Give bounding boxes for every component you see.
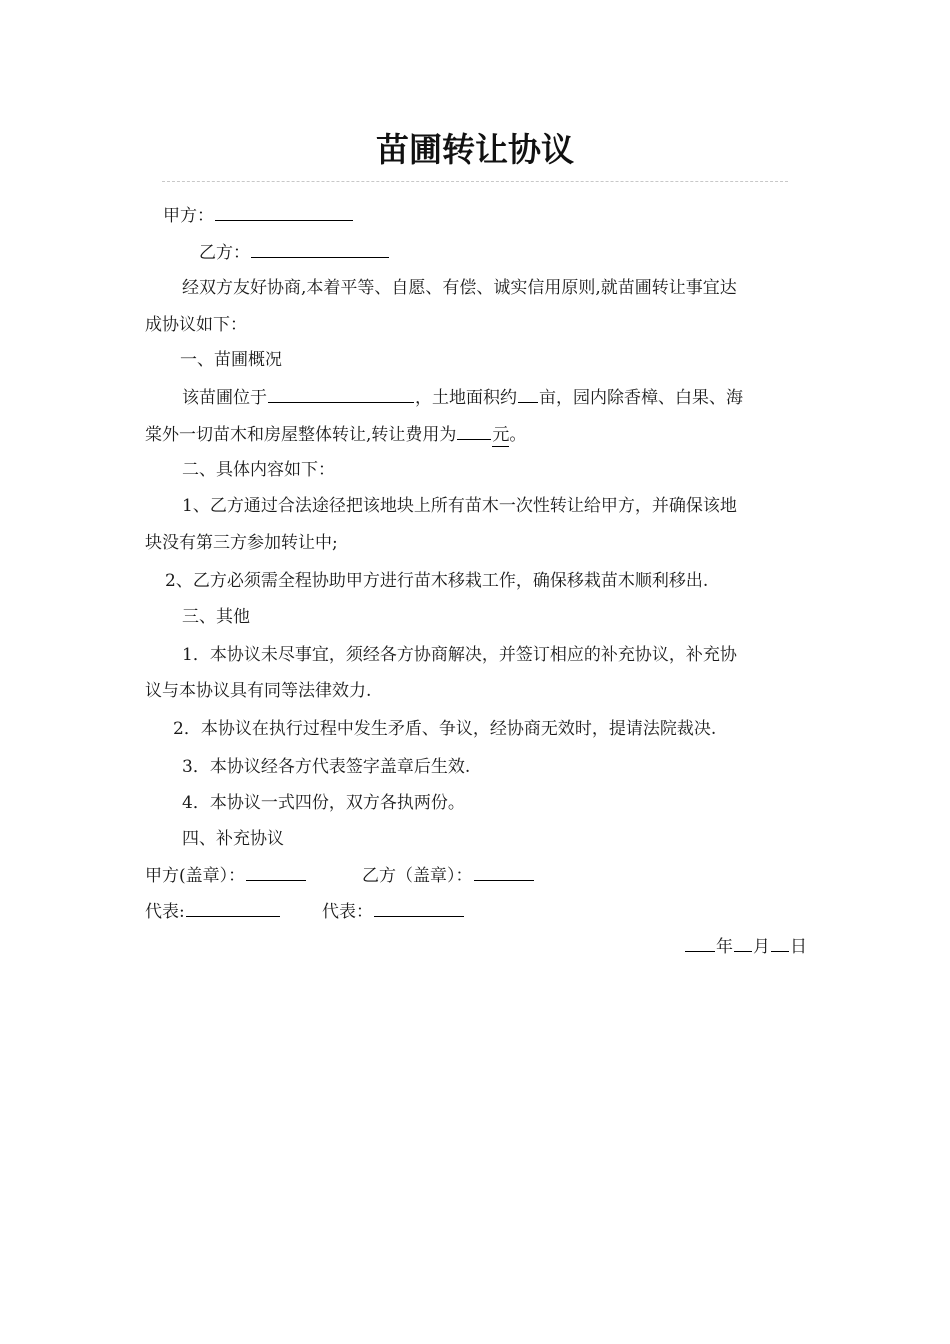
area-label: ，土地面积约 xyxy=(415,388,517,408)
rep-a-line xyxy=(145,900,281,923)
party-a-line xyxy=(163,204,354,227)
area-blank[interactable] xyxy=(518,386,538,403)
section-1-line-2 xyxy=(145,423,526,447)
section-2-heading: 二、具体内容如下： xyxy=(182,460,335,480)
fee-label: 棠外一切苗木和房屋整体转让,转让费用为 xyxy=(145,425,457,445)
date-line xyxy=(684,935,807,958)
rep-a-label: 代表: xyxy=(145,902,185,922)
year-blank[interactable] xyxy=(685,935,715,952)
sign-a-label: 甲方(盖章）： xyxy=(145,866,246,886)
month-label: 月 xyxy=(753,937,770,957)
year-label: 年 xyxy=(716,937,733,957)
rep-b-blank[interactable] xyxy=(374,900,464,917)
party-b-label: 乙方： xyxy=(199,243,250,263)
section-2-item-2: 2、乙方必须需全程协助甲方进行苗木移栽工作，确保移栽苗木顺利移出. xyxy=(165,571,709,591)
rep-a-blank[interactable] xyxy=(186,900,280,917)
section-3-heading: 三、其他 xyxy=(182,607,250,627)
exclusion-text: 亩，园内除香樟、白果、海 xyxy=(539,388,743,408)
fee-blank[interactable] xyxy=(457,423,491,440)
party-a-label: 甲方： xyxy=(163,206,214,226)
location-label: 该苗圃位于 xyxy=(182,388,267,408)
section-1-heading: 一、苗圃概况 xyxy=(180,350,282,370)
fee-unit: 元 xyxy=(492,425,510,445)
section-2-item-1-line-2: 块没有第三方参加转让中; xyxy=(145,533,338,553)
section-3-item-1-line-2: 议与本协议具有同等法律效力. xyxy=(145,681,372,701)
party-b-blank[interactable] xyxy=(251,241,389,258)
day-label: 日 xyxy=(790,937,807,957)
sign-a-line xyxy=(145,864,307,887)
rep-b-line xyxy=(322,900,465,923)
location-blank[interactable] xyxy=(268,386,414,403)
section-3-item-2: 2．本协议在执行过程中发生矛盾、争议，经协商无效时，提请法院裁决. xyxy=(173,719,717,739)
intro-line-1: 经双方友好协商,本着平等、自愿、有偿、诚实信用原则,就苗圃转让事宜达 xyxy=(182,278,737,298)
sign-b-label: 乙方（盖章）： xyxy=(362,866,473,886)
section-2-item-1-line-1: 1、乙方通过合法途径把该地块上所有苗木一次性转让给甲方，并确保该地 xyxy=(182,496,737,516)
party-a-blank[interactable] xyxy=(215,204,353,221)
title-divider xyxy=(162,181,788,182)
sign-b-blank[interactable] xyxy=(474,864,534,881)
month-blank[interactable] xyxy=(734,935,752,952)
section-4-heading: 四、补充协议 xyxy=(182,829,284,849)
section-3-item-3: 3．本协议经各方代表签字盖章后生效. xyxy=(182,757,471,777)
sign-a-blank[interactable] xyxy=(246,864,306,881)
fee-period: 。 xyxy=(509,425,527,445)
section-1-line-1 xyxy=(182,386,743,409)
section-3-item-4: 4．本协议一式四份，双方各执两份。 xyxy=(182,793,465,813)
document-title: 苗圃转让协议 xyxy=(376,130,574,169)
intro-line-2: 成协议如下： xyxy=(145,315,247,335)
day-blank[interactable] xyxy=(771,935,789,952)
party-b-line xyxy=(199,241,390,264)
section-3-item-1-line-1: 1．本协议未尽事宜，须经各方协商解决，并签订相应的补充协议，补充协 xyxy=(182,645,737,665)
rep-b-label: 代表： xyxy=(322,902,373,922)
sign-b-line xyxy=(362,864,535,887)
